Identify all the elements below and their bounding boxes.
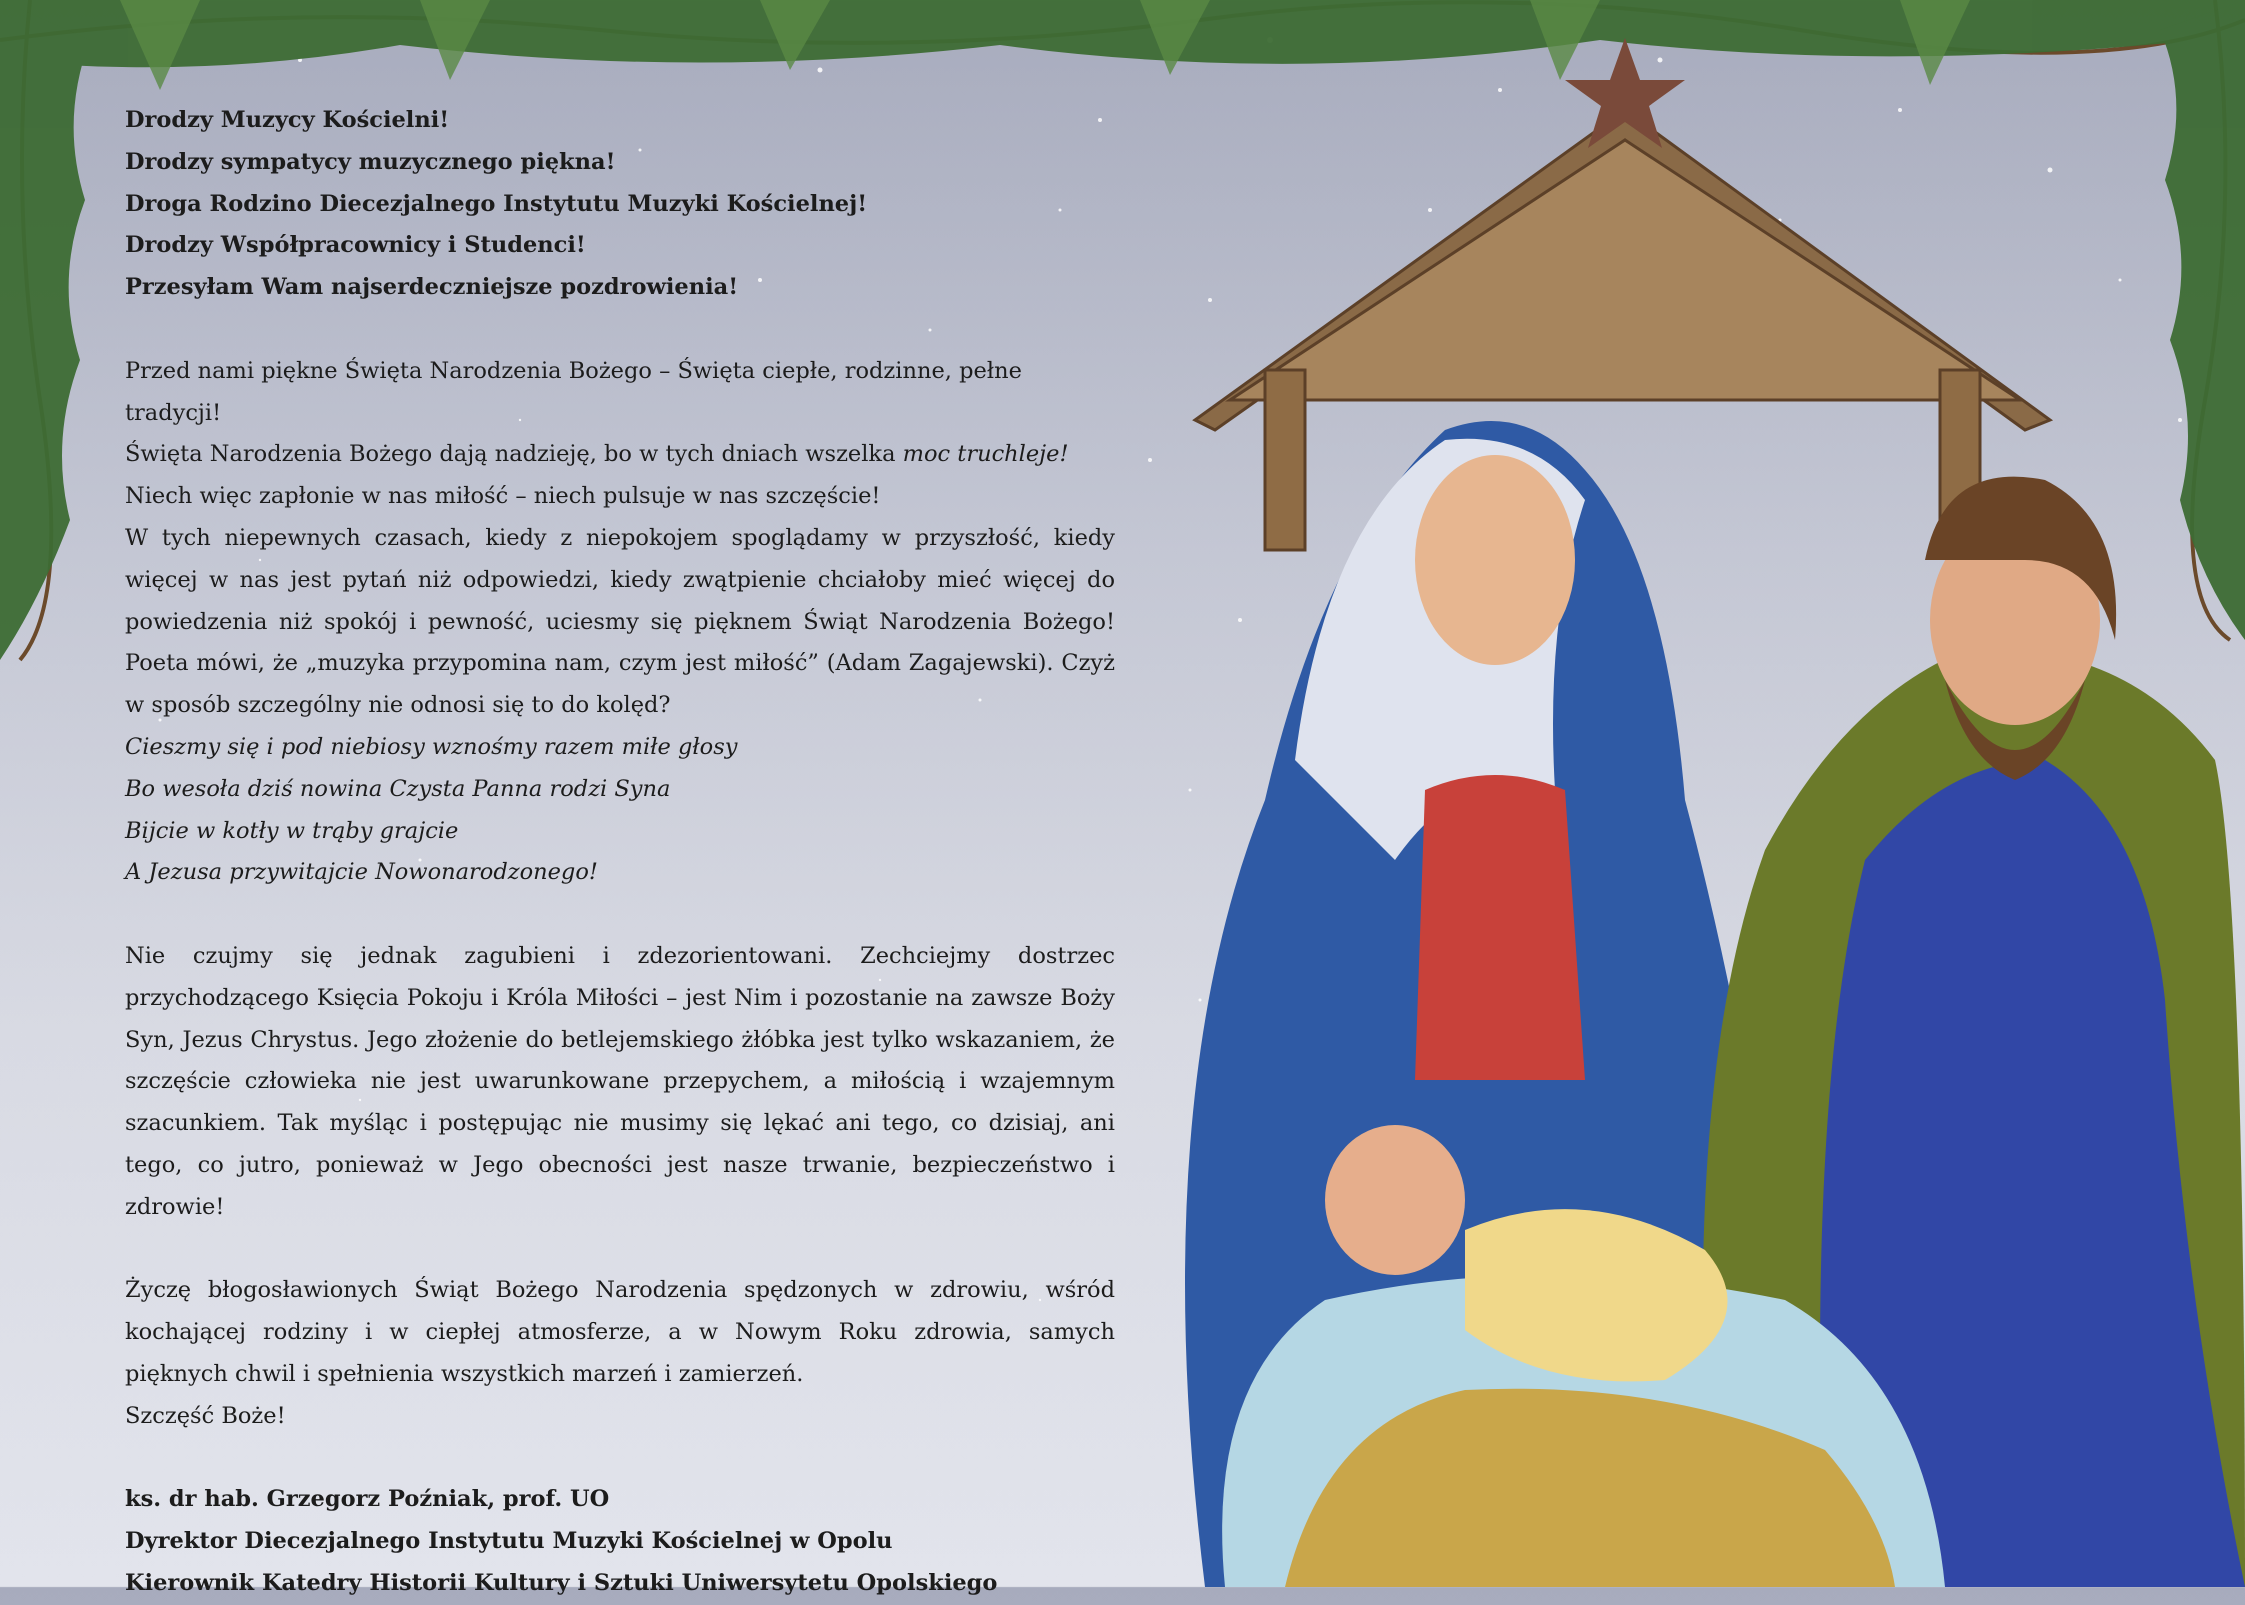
paragraph-body: Nie czujmy się jednak zagubieni i zdezorientowani. Zechciejmy dostrzec przychodzącego Księcia Pokoju i Króla Miłości – jest Nim i pozostanie na zawsze Boży Syn, Jezus Chrystus. Jego złożenie do betlejemskiego żłóbka jest tylko wskazaniem, że szczęście człowieka nie jest uwarunkowane przepychem, a miłością i wzajemnym szacunkiem. Tak myśląc i postępując nie musimy się lękać ani tego, co dzisiaj, ani tego, co jutro, ponieważ w Jego obecności jest nasze trwanie, bezpieczeństwo i zdrowie! bbox=[125, 942, 1115, 1220]
greeting-line: Przesyłam Wam najserdeczniejsze pozdrowienia! bbox=[125, 274, 739, 301]
signature-line: Dyrektor Diecezjalnego Instytutu Muzyki Kościelnej w Opolu bbox=[125, 1528, 893, 1555]
paragraph-line: Święta Narodzenia Bożego dają nadzieję, bo w tych dniach wszelka moc truchleje! bbox=[125, 441, 1069, 468]
greeting-line: Drodzy Współpracownicy i Studenci! bbox=[125, 232, 586, 259]
greeting-line: Droga Rodzino Diecezjalnego Instytutu Muzyki Kościelnej! bbox=[125, 190, 868, 217]
greeting-line: Drodzy Muzycy Kościelni! bbox=[125, 107, 450, 133]
paragraph-body: Życzę błogosławionych Świąt Bożego Narodzenia spędzonych w zdrowiu, wśród kochającej rodziny i w ciepłej atmosferze, a w Nowym Roku zdrowia, samych pięknych chwil i spełnienia wszystkich marzeń i zamierzeń. bbox=[125, 1277, 1115, 1387]
paragraph-line: Niech więc zapłonie w nas miłość – niech pulsuje w nas szczęście! bbox=[125, 483, 881, 510]
greeting-line: Drodzy sympatycy muzycznego piękna! bbox=[125, 148, 616, 175]
paragraph-body: W tych niepewnych czasach, kiedy z niepokojem spoglądamy w przyszłość, kiedy więcej w nas jest pytań niż odpowiedzi, kiedy zwątpienie chciałoby mieć więcej do powiedzenia niż spokój i pewność, uciesmy się pięknem Świąt Narodzenia Bożego! Poeta mówi, że „muzyka przypomina nam, czym jest miłość” (Adam Zagajewski). Czyż w sposób szczególny nie odnosi się to do kolęd? bbox=[125, 524, 1115, 719]
nativity-scene-illustration bbox=[1065, 0, 2245, 1587]
signature-line: ks. dr hab. Grzegorz Poźniak, prof. UO bbox=[125, 1486, 610, 1513]
carol-verse: Bo wesoła dziś nowina Czysta Panna rodzi Syna bbox=[125, 775, 671, 802]
christmas-letter bbox=[125, 100, 1115, 1605]
carol-verse: A Jezusa przywitajcie Nowonarodzonego! bbox=[125, 859, 598, 886]
paragraph-line: Przed nami piękne Święta Narodzenia Bożego – Święta ciepłe, rodzinne, pełne tradycji! bbox=[125, 357, 1022, 426]
signature-line: Kierownik Katedry Historii Kultury i Sztuki Uniwersytetu Opolskiego bbox=[125, 1569, 998, 1596]
carol-verse: Bijcie w kotły w trąby grajcie bbox=[125, 817, 459, 844]
closing-blessing: Szczęść Boże! bbox=[125, 1402, 286, 1429]
stable-roof bbox=[1195, 110, 2050, 550]
italic-phrase: moc truchleje! bbox=[902, 441, 1069, 468]
carol-verse: Cieszmy się i pod niebiosy wznośmy razem miłe głosy bbox=[125, 733, 738, 760]
